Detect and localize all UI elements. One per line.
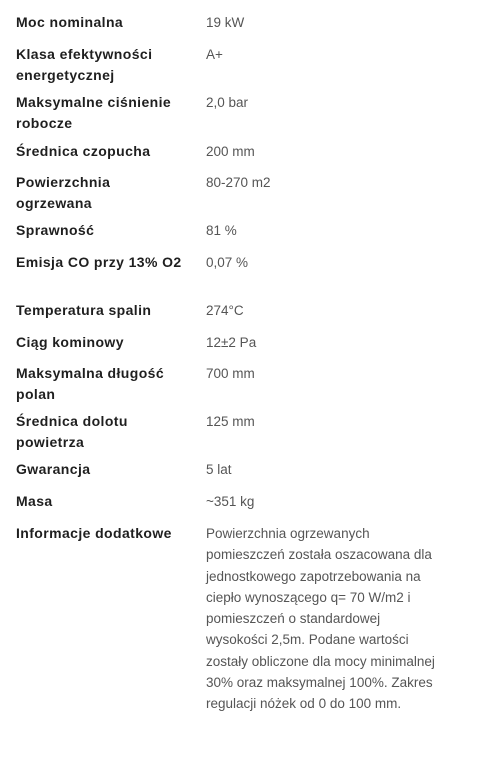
spec-label: Informacje dodatkowe <box>16 525 172 541</box>
spec-label: Maksymalna długość polan <box>16 365 165 402</box>
spec-value: 19 kW <box>206 15 245 30</box>
spec-label: Emisja CO przy 13% O2 <box>16 254 182 270</box>
spec-label: Sprawność <box>16 222 95 238</box>
spec-label: Średnica czopucha <box>16 143 151 159</box>
spec-label: Maksymalne ciśnienie robocze <box>16 94 172 131</box>
spec-value: ~351 kg <box>206 494 255 509</box>
spec-label: Masa <box>16 493 53 509</box>
spec-value: 700 mm <box>206 366 255 381</box>
spec-value: 2,0 bar <box>206 95 249 110</box>
spec-value: 200 mm <box>206 144 255 159</box>
spec-label: Temperatura spalin <box>16 302 152 318</box>
spec-value: 125 mm <box>206 414 255 429</box>
spec-value: A+ <box>206 47 223 62</box>
spec-value: 12±2 Pa <box>206 335 257 350</box>
spec-label: Moc nominalna <box>16 14 124 30</box>
spec-value: 80-270 m2 <box>206 175 271 190</box>
spec-value: 0,07 % <box>206 255 249 270</box>
spec-value: 81 % <box>206 223 237 238</box>
spec-label: Klasa efektywności energetycznej <box>16 46 153 83</box>
spec-label: Średnica dolotu powietrza <box>16 413 128 450</box>
spec-value: 274°C <box>206 303 244 318</box>
spec-label: Ciąg kominowy <box>16 334 124 350</box>
spec-value: 5 lat <box>206 462 232 477</box>
spec-label: Powierzchnia ogrzewana <box>16 174 111 211</box>
spec-label: Gwarancja <box>16 461 91 477</box>
spec-value: Powierzchnia ogrzewanych pomieszczeń została oszacowana dla jednostkowego zapotrzebowania na ciepło wynoszącego q= 70 W/m2 i pomieszczeń o standardowej wysokości 2,5m. Podane wartości zostały obliczone dla mocy minimalnej 30% oraz maksymalnej 100%. Zakres regulacji nóżek od 0 do 100 mm. <box>206 526 435 712</box>
